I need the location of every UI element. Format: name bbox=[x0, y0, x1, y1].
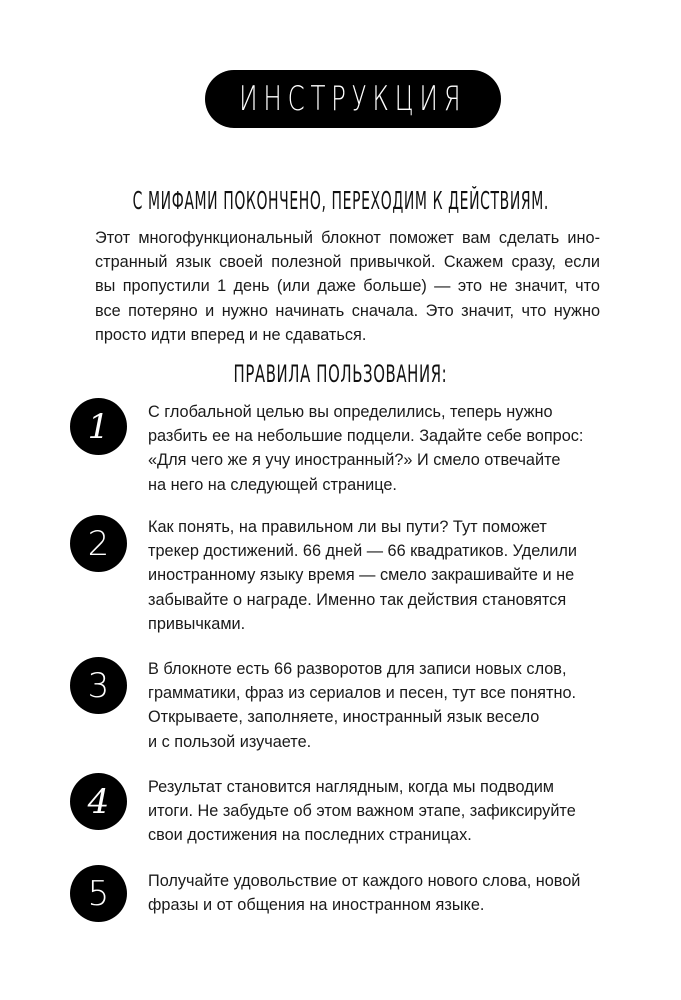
page-title: ИНСТРУКЦИЯ bbox=[239, 79, 467, 119]
intro-line: все потеряно и нужно начинать сначала. Это значит, что нужно bbox=[95, 301, 600, 320]
rule-line: трекер достижений. 66 дней — 66 квадратиков. Уделили bbox=[148, 542, 577, 561]
rule-line: грамматики, фраз из сериалов и песен, тут все понятно. bbox=[148, 684, 577, 703]
rule-text-5 bbox=[148, 869, 628, 917]
rule-text-3 bbox=[148, 657, 628, 754]
rule-line: свои достижения на последних страницах. bbox=[148, 826, 472, 845]
intro-line: просто идти вперед и не сдаваться. bbox=[95, 325, 367, 344]
rule-line: привычками. bbox=[148, 614, 246, 633]
intro-line: странный язык своей полезной привычкой. Скажем сразу, если bbox=[95, 253, 600, 272]
page-title-pill bbox=[205, 70, 501, 128]
rule-text-1 bbox=[148, 400, 628, 497]
number-badge-3: 3 bbox=[70, 657, 127, 714]
intro-line: вы пропустили 1 день (или даже больше) — это не значит, что bbox=[95, 277, 600, 296]
number-badge-5: 5 bbox=[70, 865, 127, 922]
rule-line: забывайте о награде. Именно так действия становятся bbox=[148, 590, 567, 609]
rule-text-4 bbox=[148, 775, 628, 848]
rule-line: на него на следующей странице. bbox=[148, 475, 397, 494]
number-badge-1: 1 bbox=[70, 398, 127, 455]
rule-line: С глобальной целью вы определились, теперь нужно bbox=[148, 403, 553, 421]
rule-line: В блокноте есть 66 разворотов для записи новых слов, bbox=[148, 660, 567, 678]
subtitle-text: С МИФАМИ ПОКОНЧЕНО, ПЕРЕХОДИМ К ДЕЙСТВИЯМ. bbox=[132, 186, 549, 215]
rule-line: Как понять, на правильном ли вы пути? Тут поможет bbox=[148, 518, 547, 536]
rule-line: фразы и от общения на иностранном языке. bbox=[148, 896, 485, 915]
rules-heading bbox=[0, 360, 681, 388]
rule-line: и с пользой изучаете. bbox=[148, 732, 312, 751]
intro-line: Этот многофункциональный блокнот поможет вам сделать ино- bbox=[95, 229, 600, 247]
rule-line: Открываете, заполняете, иностранный язык весело bbox=[148, 708, 540, 727]
rule-line: Результат становится наглядным, когда мы подводим bbox=[148, 778, 554, 796]
subtitle bbox=[0, 186, 681, 215]
rule-line: «Для чего же я учу иностранный?» И смело отвечайте bbox=[148, 451, 561, 470]
number-badge-2: 2 bbox=[70, 515, 127, 572]
rule-line: иностранному языку время — смело закрашивайте и не bbox=[148, 566, 575, 585]
rule-text-2 bbox=[148, 515, 628, 636]
intro-paragraph bbox=[95, 226, 600, 347]
rule-line: Получайте удовольствие от каждого нового слова, новой bbox=[148, 872, 581, 890]
number-badge-4: 4 bbox=[70, 773, 127, 830]
rule-line: итоги. Не забудьте об этом важном этапе, зафиксируйте bbox=[148, 802, 576, 821]
rule-line: разбить ее на небольшие подцели. Задайте себе вопрос: bbox=[148, 427, 584, 446]
rules-heading-text: ПРАВИЛА ПОЛЬЗОВАНИЯ: bbox=[233, 360, 448, 388]
